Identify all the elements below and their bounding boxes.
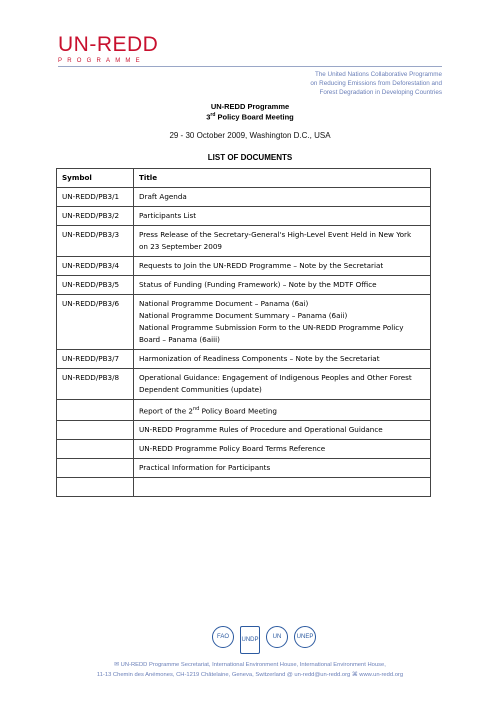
document-title-line: [139, 481, 425, 493]
table-row: [57, 369, 431, 400]
table-row: [57, 188, 431, 207]
table-row: [57, 440, 431, 459]
meeting-title: 3rd Policy Board Meeting: [206, 112, 294, 122]
tagline-line: on Reducing Emissions from Deforestation and: [310, 80, 442, 88]
table-row: [57, 207, 431, 226]
document-symbol: [57, 459, 134, 478]
table-row: [57, 400, 431, 421]
programme-title: UN-REDD Programme: [210, 102, 290, 111]
document-title-line: Board – Panama (6aiii): [139, 335, 220, 344]
tagline: [310, 70, 442, 98]
table-row: [57, 226, 431, 257]
logo-subtitle: PROGRAMME: [58, 58, 145, 64]
table-row: [57, 295, 431, 350]
document-title-line: National Programme Submission Form to the UN-REDD Programme Policy: [139, 323, 404, 332]
document-title: [134, 276, 431, 295]
document-title: [134, 478, 431, 497]
document-symbol: UN-REDD/PB3/5: [57, 276, 134, 295]
document-title-line: on 23 September 2009: [139, 242, 222, 251]
document-title-line: UN-REDD Programme Policy Board Terms Reference: [139, 444, 326, 454]
tagline-line: Forest Degradation in Developing Countries: [319, 89, 442, 97]
document-title-line: Requests to Join the UN-REDD Programme – Note by the Secretariat: [139, 261, 384, 270]
table-row: [57, 478, 431, 497]
document-title: [134, 459, 431, 478]
document-symbol: [57, 421, 134, 440]
document-title-line: Status of Funding (Funding Framework) – Note by the MDTF Office: [139, 280, 377, 289]
document-symbol: [57, 400, 134, 421]
partner-emblems: [212, 626, 316, 654]
document-heading: [0, 102, 500, 122]
document-title-line: Report of the 2nd Policy Board Meeting: [139, 406, 277, 416]
footer-address: ✉ UN-REDD Programme Secretariat, International Environment House, International Environment House,: [114, 662, 386, 668]
document-title: [134, 226, 431, 257]
document-title: [134, 440, 431, 459]
document-title-line: National Programme Document – Panama (6ai): [139, 299, 309, 308]
list-title: LIST OF DOCUMENTS: [207, 153, 293, 162]
table-row: [57, 421, 431, 440]
logo-wordmark: UN-REDD: [58, 33, 159, 56]
table-header-row: [57, 169, 431, 188]
document-symbol: UN-REDD/PB3/3: [57, 226, 134, 257]
footer-contact: 11-13 Chemin des Anémones, CH-1219 Châtelaine, Geneva, Switzerland @ un-redd@un-redd.org ⌘ www.un-redd.org: [96, 672, 404, 678]
document-title-line: UN-REDD Programme Rules of Procedure and Operational Guidance: [139, 425, 383, 435]
document-title: [134, 257, 431, 276]
unep-emblem-icon: UNEP: [294, 626, 316, 648]
footer: [0, 660, 500, 680]
document-title: [134, 207, 431, 226]
document-title-line: National Programme Document Summary – Panama (6aii): [139, 311, 348, 320]
document-title: [134, 369, 431, 400]
document-title: [134, 295, 431, 350]
document-title: [134, 400, 431, 421]
document-title-line: Draft Agenda: [139, 192, 187, 201]
document-title: [134, 421, 431, 440]
document-symbol: [57, 478, 134, 497]
table-row: [57, 276, 431, 295]
table-row: [57, 350, 431, 369]
document-title-line: Harmonization of Readiness Components – Note by the Secretariat: [139, 354, 380, 363]
document-symbol: UN-REDD/PB3/2: [57, 207, 134, 226]
document-symbol: UN-REDD/PB3/4: [57, 257, 134, 276]
document-title: [134, 188, 431, 207]
document-title-line: Practical Information for Participants: [139, 463, 271, 473]
documents-table: [56, 168, 431, 497]
tagline-line: The United Nations Collaborative Programme: [314, 71, 442, 78]
document-symbol: UN-REDD/PB3/8: [57, 369, 134, 400]
document-title: [134, 350, 431, 369]
fao-emblem-icon: FAO: [212, 626, 234, 648]
table-row: [57, 459, 431, 478]
header-rule: [58, 66, 442, 67]
document-symbol: [57, 440, 134, 459]
undp-emblem-icon: UNDP: [240, 626, 260, 654]
document-title-line: Dependent Communities (update): [139, 385, 262, 394]
document-symbol: UN-REDD/PB3/1: [57, 188, 134, 207]
document-title-line: Operational Guidance: Engagement of Indigenous Peoples and Other Forest: [139, 373, 412, 382]
date-location: 29 - 30 October 2009, Washington D.C., USA: [169, 131, 331, 140]
document-symbol: UN-REDD/PB3/6: [57, 295, 134, 350]
document-title-line: Participants List: [139, 211, 197, 220]
document-title-line: Press Release of the Secretary-General's High-Level Event Held in New York: [139, 230, 412, 239]
column-header-title: Title: [134, 169, 431, 188]
column-header-symbol: Symbol: [57, 169, 134, 188]
document-symbol: UN-REDD/PB3/7: [57, 350, 134, 369]
un-redd-logo: [58, 34, 158, 64]
table-row: [57, 257, 431, 276]
un-emblem-icon: UN: [266, 626, 288, 648]
